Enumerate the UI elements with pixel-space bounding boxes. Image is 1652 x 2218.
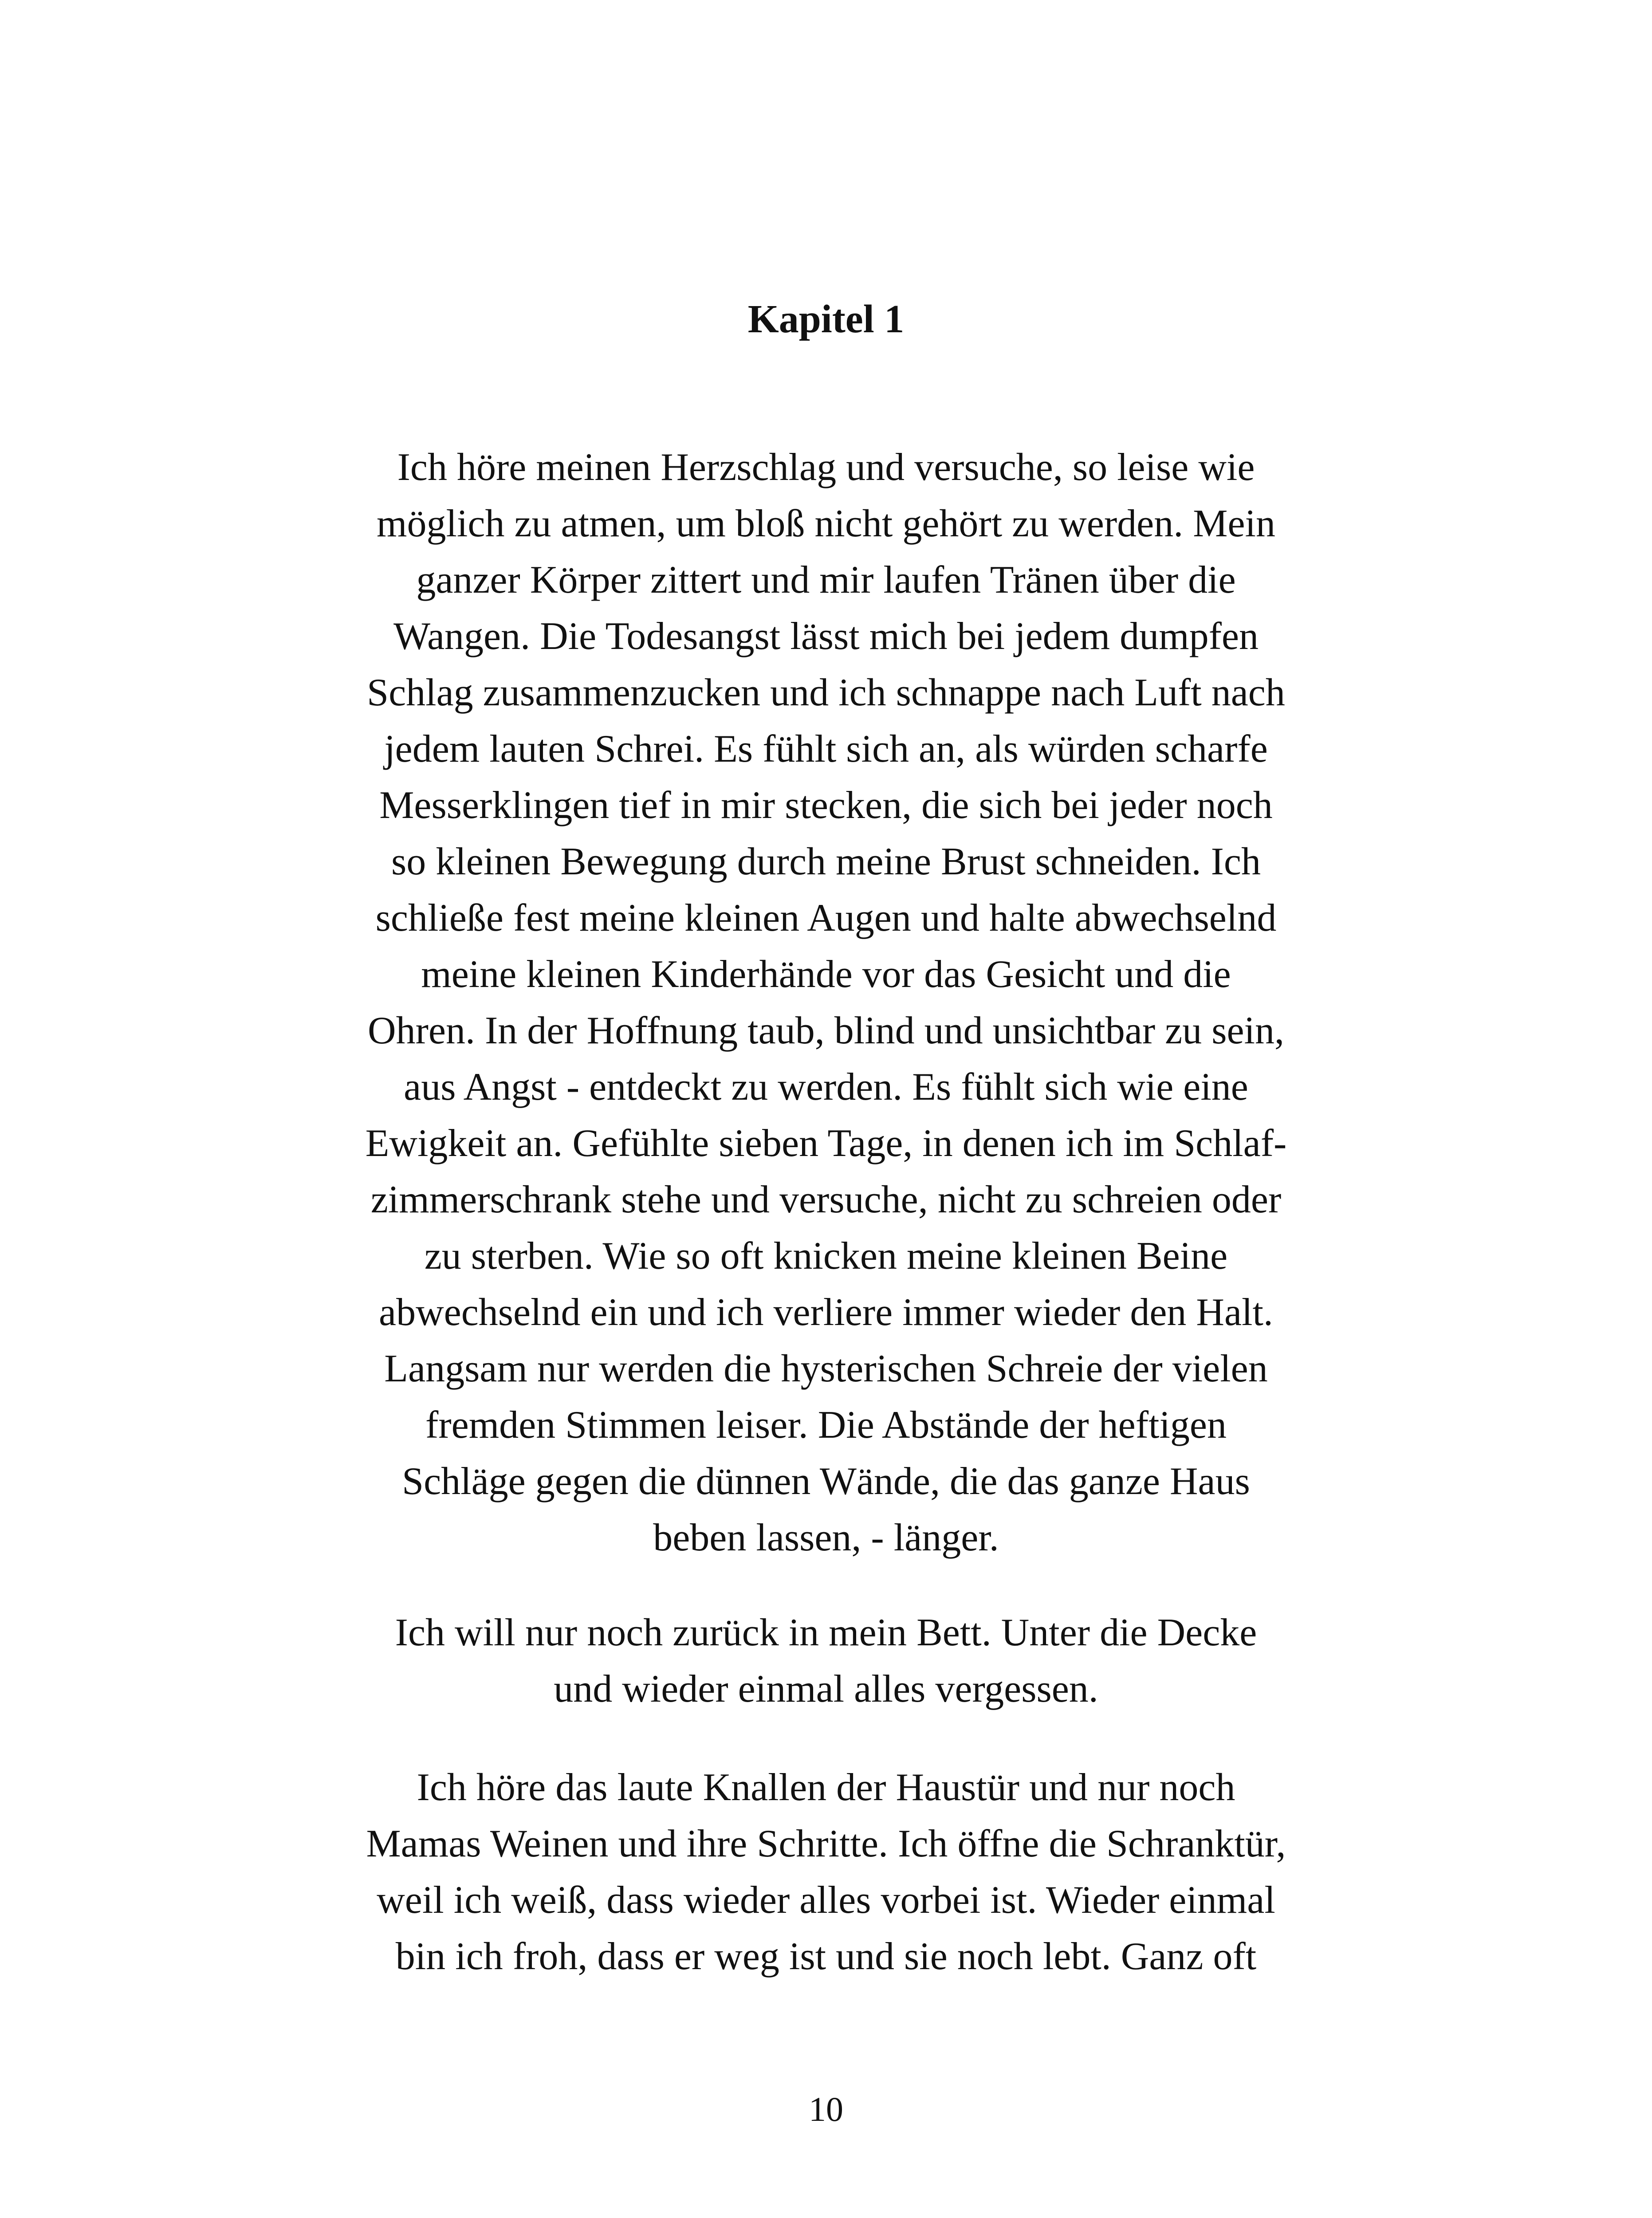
text-line: Ich höre meinen Herzschlag und versuche, so leise wie (397, 446, 1255, 489)
text-line: jedem lauten Schrei. Es fühlt sich an, als würden scharfe (384, 728, 1268, 771)
page-number: 10 (809, 2090, 843, 2128)
text-line: und wieder einmal alles vergessen. (554, 1667, 1098, 1711)
text-line: Ohren. In der Hoffnung taub, blind und unsichtbar zu sein, (368, 1009, 1284, 1052)
text-line: möglich zu atmen, um bloß nicht gehört zu werden. Mein (377, 502, 1275, 545)
text-line: Ich will nur noch zurück in mein Bett. Unter die Decke (395, 1611, 1257, 1654)
text-line: Ich höre das laute Knallen der Haustür und nur noch (417, 1766, 1235, 1809)
text-line: so kleinen Bewegung durch meine Brust schneiden. Ich (391, 840, 1261, 883)
text-line: ganzer Körper zittert und mir laufen Tränen über die (416, 558, 1236, 602)
text-line: abwechselnd ein und ich verliere immer wieder den Halt. (379, 1291, 1273, 1334)
text-line: zu sterben. Wie so oft knicken meine kleinen Beine (424, 1235, 1228, 1278)
text-line: zimmerschrank stehe und versuche, nicht zu schreien oder (370, 1178, 1282, 1221)
paragraph-3 (328, 1759, 1324, 1985)
text-line: Mamas Weinen und ihre Schritte. Ich öffne die Schranktür, (366, 1822, 1286, 1865)
text-line: aus Angst - entdeckt zu werden. Es fühlt sich wie eine (404, 1066, 1248, 1109)
text-line: Wangen. Die Todesangst lässt mich bei jedem dumpfen (393, 615, 1259, 658)
text-line: Schlag zusammenzucken und ich schnappe nach Luft nach (367, 671, 1285, 714)
text-line: schließe fest meine kleinen Augen und halte abwechselnd (375, 897, 1277, 940)
text-line: Schläge gegen die dünnen Wände, die das ganze Haus (402, 1460, 1250, 1503)
text-line: Ewigkeit an. Gefühlte sieben Tage, in denen ich im Schlaf- (365, 1122, 1287, 1165)
text-line: Langsam nur werden die hysterischen Schreie der vielen (384, 1347, 1268, 1390)
paragraph-1 (328, 439, 1324, 1566)
text-line: Messerklingen tief in mir stecken, die sich bei jeder noch (379, 784, 1273, 827)
text-line: fremden Stimmen leiser. Die Abstände der heftigen (425, 1404, 1227, 1447)
chapter-title: Kapitel 1 (747, 297, 905, 341)
text-line: bin ich froh, dass er weg ist und sie noch lebt. Ganz oft (395, 1935, 1257, 1978)
text-line: beben lassen, - länger. (653, 1516, 999, 1559)
paragraph-2 (328, 1605, 1324, 1717)
text-line: weil ich weiß, dass wieder alles vorbei ist. Wieder einmal (377, 1879, 1275, 1922)
text-line: meine kleinen Kinderhände vor das Gesicht und die (421, 953, 1231, 996)
